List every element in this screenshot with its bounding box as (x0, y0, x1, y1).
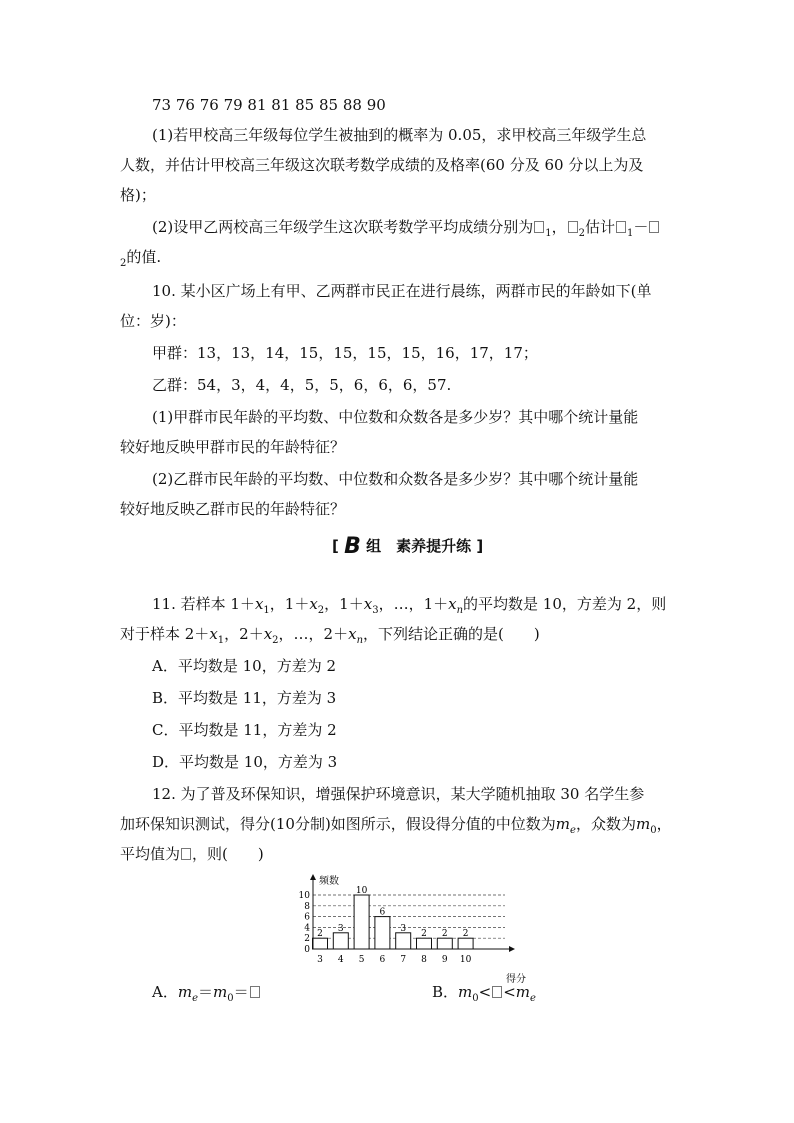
x-tick-label: 7 (400, 955, 407, 965)
q9-part1-line3: 格)； (120, 186, 156, 204)
q12-line3: 平均值为 ，则( ) (120, 845, 264, 863)
section-banner: [ B 组 素养提升练 ] (332, 534, 484, 559)
x-tick-label: 9 (441, 955, 448, 965)
y-tick-label: 8 (304, 901, 310, 912)
q12-option-b[interactable]: B．$m_0< <m_e$ (432, 983, 536, 1004)
xbar-symbol-icon (492, 986, 502, 998)
bar (313, 938, 328, 949)
q10-group-a: 甲群：13，13，14，15，15，15，15，16，17，17； (152, 344, 538, 362)
q10-sub1-line1: (1)甲群市民年龄的平均数、中位数和众数各是多少岁？其中哪个统计量能 (152, 408, 639, 426)
chart-xlabel: 得分 (506, 974, 526, 985)
y-tick-label: 2 (304, 934, 310, 945)
xbar1-symbol-icon (534, 221, 544, 233)
q12-line2: 加环保知识测试，得分(10分制)如图所示，假设得分值的中位数为$m_e$，众数为$m_0$， (120, 815, 672, 836)
q11-option-b[interactable]: B．平均数是 11，方差为 3 (152, 689, 337, 707)
q12-line1: 12. 为了普及环保知识，增强保护环境意识，某大学随机抽取 30 名学生参 (152, 785, 645, 803)
x-tick-label: 4 (337, 955, 344, 965)
q11-stem-line2: 对于样本 $2+x_1$，$2+x_2$，…，$2+x_n$，下列结论正确的是( ) (120, 625, 540, 646)
q9-part1-line2: 人数，并估计甲校高三年级这次联考数学成绩的及格率(60 分及 60 分以上为及 (120, 156, 644, 174)
bar-value-label: 2 (317, 929, 323, 940)
bar (333, 933, 348, 949)
bar-value-label: 2 (462, 929, 469, 940)
x-tick-label: 6 (379, 955, 386, 965)
section-letter: B (344, 534, 361, 559)
bar (437, 938, 452, 949)
q11-option-d[interactable]: D．平均数是 10，方差为 3 (152, 753, 338, 771)
bar-value-label: 3 (337, 923, 344, 934)
q10-line2: 位：岁)： (120, 312, 186, 330)
chart-axes (299, 874, 515, 965)
bar-value-label: 10 (355, 886, 368, 896)
y-tick-label: 4 (304, 923, 310, 934)
q10-sub1-line2: 较好地反映甲群市民的年龄特征？ (120, 438, 346, 456)
x-tick-label: 3 (317, 955, 323, 965)
chart-bars (313, 886, 474, 949)
bar (354, 895, 369, 949)
bar (458, 938, 473, 949)
xbar2-symbol-icon (568, 221, 578, 233)
q10-sub2-line2: 较好地反映乙群市民的年龄特征？ (120, 500, 346, 518)
xbar-symbol-icon (250, 986, 260, 998)
x-tick-label: 8 (421, 955, 427, 965)
y-axis-arrow-icon (310, 874, 316, 880)
x-tick-label: 10 (459, 955, 472, 965)
q11-option-a[interactable]: A．平均数是 10，方差为 2 (152, 657, 336, 675)
bar-value-label: 2 (441, 929, 448, 940)
bar (417, 938, 432, 949)
y-tick-label: 0 (304, 945, 310, 955)
q10-line1: 10. 某小区广场上有甲、乙两群市民正在进行晨练，两群市民的年龄如下(单 (152, 282, 652, 300)
y-tick-label: 10 (298, 891, 310, 901)
q11-option-c[interactable]: C．平均数是 11，方差为 2 (152, 721, 337, 739)
bar-value-label: 6 (379, 907, 386, 918)
q9-part2-line1: (2)设甲乙两校高三年级学生这次联考数学平均成绩分别为 $_1$， $_2$估计 $_1$－ (152, 217, 660, 244)
q10-sub2-line1: (2)乙群市民年龄的平均数、中位数和众数各是多少岁？其中哪个统计量能 (152, 470, 639, 488)
bar-value-label: 2 (421, 929, 427, 940)
q11-stem-line1: 11. 若样本 $1+x_1$，$1+x_2$，$1+x_3$，…，$1+x_n$的平均数是 10，方差为 2，则 (152, 595, 667, 616)
q9-data-line: 73 76 76 79 81 81 85 85 88 90 (152, 96, 386, 114)
bar-value-label: 3 (400, 923, 407, 934)
xbar2-symbol-icon (649, 221, 659, 233)
q10-group-b: 乙群：54，3，4，4，5，5，6，6，6，57. (152, 376, 452, 394)
q9-part1-line1: (1)若甲校高三年级每位学生被抽到的概率为 0.05，求甲校高三年级学生总 (152, 126, 647, 144)
x-tick-label: 5 (358, 955, 365, 965)
x-axis-arrow-icon (509, 946, 515, 952)
chart-ylabel: 频数 (319, 876, 339, 887)
y-tick-label: 6 (304, 912, 310, 923)
bar (375, 917, 390, 949)
xbar1-symbol-icon (616, 221, 626, 233)
score-frequency-chart (283, 872, 543, 992)
q9-part2-line2: $_2$的值. (120, 248, 162, 269)
q12-option-a[interactable]: A．$m_e=m_0=$ (152, 982, 261, 1009)
bar (396, 933, 411, 949)
xbar-symbol-icon (181, 848, 191, 860)
